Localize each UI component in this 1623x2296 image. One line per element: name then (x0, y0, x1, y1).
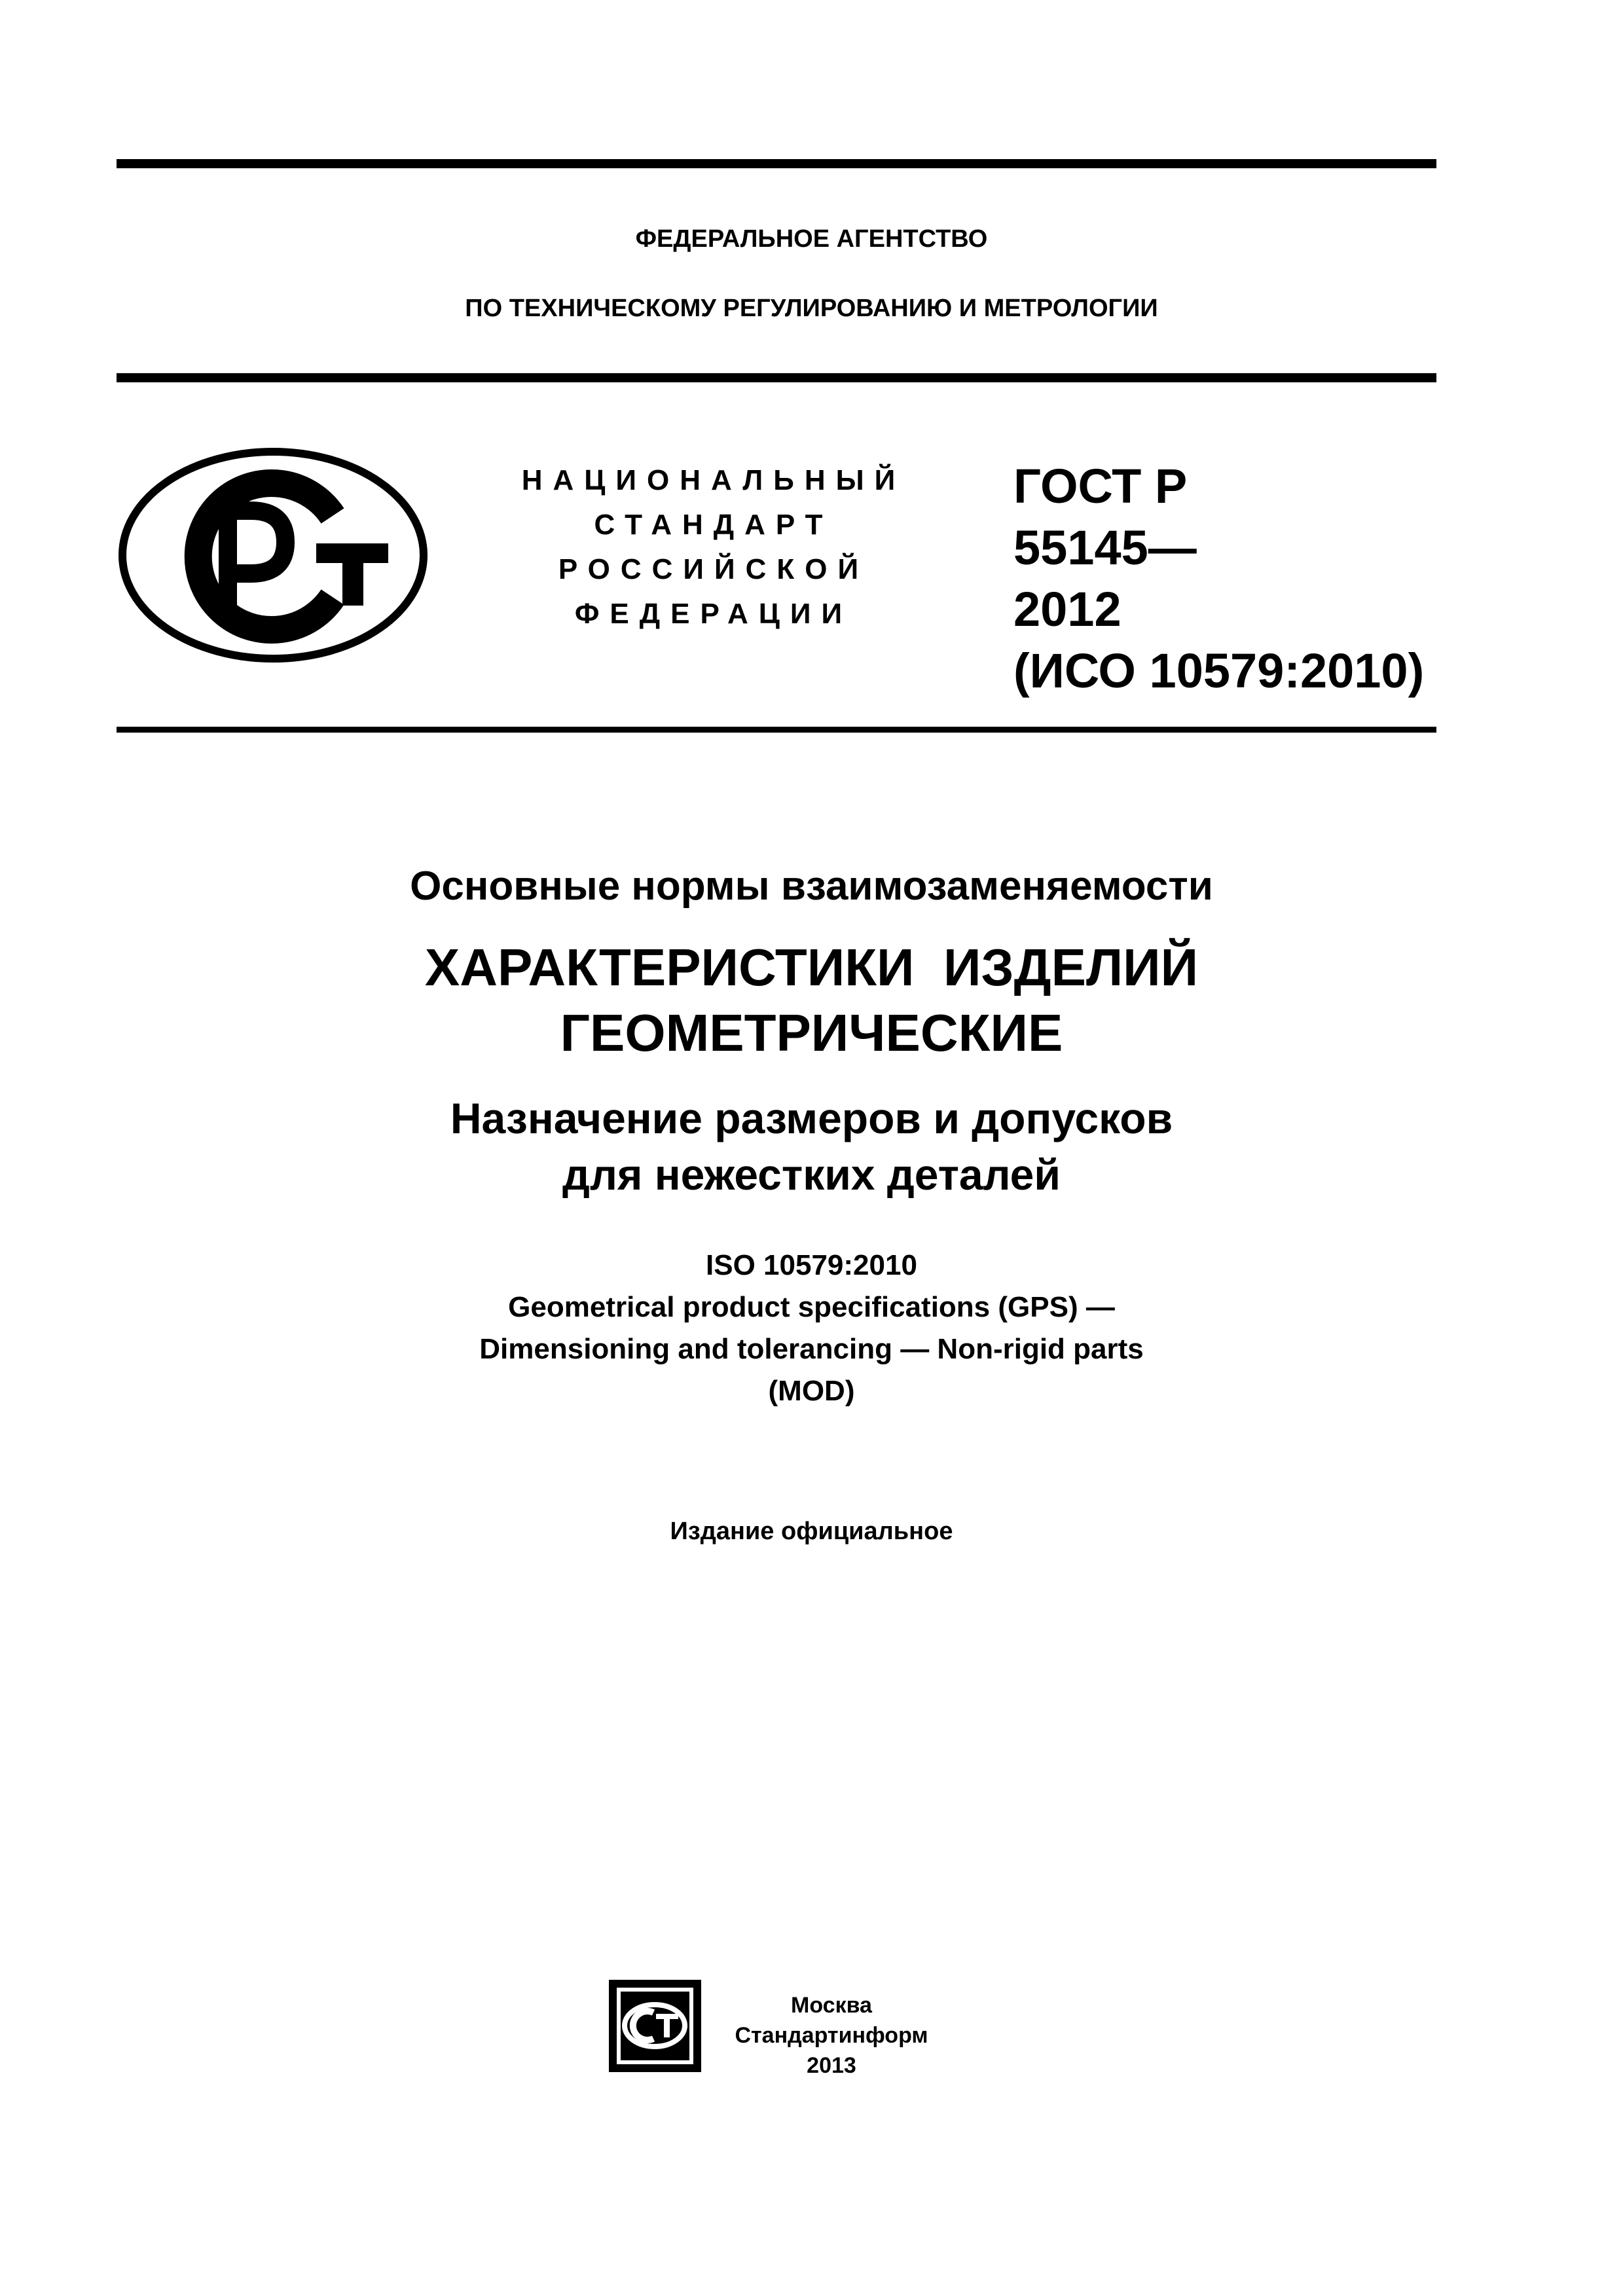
title-rule (117, 727, 1436, 733)
iso-line-4: (MOD) (768, 1375, 855, 1407)
iso-line-1: ISO 10579:2010 (706, 1249, 917, 1281)
subtitle-line-1: Назначение размеров и допусков (450, 1094, 1173, 1142)
standard-code (1013, 456, 1424, 702)
publisher-city: Москва (791, 1993, 872, 2018)
agency-line-2: ПО ТЕХНИЧЕСКОМУ РЕГУЛИРОВАНИЮ И МЕТРОЛОГИИ (465, 295, 1158, 322)
code-line-1: ГОСТ Р (1013, 459, 1188, 513)
code-line-3: 2012 (1013, 582, 1122, 636)
subtitle-line-2: для нежестких деталей (562, 1150, 1061, 1199)
national-line-2: СТАНДАРТ (594, 509, 833, 541)
top-rule (117, 159, 1436, 168)
iso-line-2: Geometrical product specifications (GPS) — (508, 1291, 1115, 1323)
publisher-year: 2013 (807, 2053, 856, 2078)
code-line-4: (ИСО 10579:2010) (1013, 644, 1425, 698)
agency-line-1: ФЕДЕРАЛЬНОЕ АГЕНТСТВО (635, 225, 988, 253)
standartinform-logo-icon (608, 1978, 702, 2073)
main-title-line-1: ХАРАКТЕРИСТИКИ ИЗДЕЛИЙ (424, 938, 1199, 996)
code-line-2: 55145— (1013, 520, 1197, 575)
national-line-3: РОССИЙСКОЙ (558, 553, 869, 585)
national-standard-label (498, 458, 930, 636)
header-rule (117, 373, 1436, 382)
iso-line-3: Dimensioning and tolerancing — Non-rigid parts (479, 1333, 1144, 1365)
national-line-1: НАЦИОНАЛЬНЫЙ (521, 464, 906, 496)
rst-mark-icon (117, 445, 429, 665)
national-line-4: ФЕДЕРАЦИИ (574, 598, 853, 630)
publisher-info (714, 1990, 949, 2081)
publisher-name: Стандартинформ (735, 2023, 928, 2048)
series-title: Основные нормы взаимозаменяемости (410, 864, 1213, 909)
edition-label: Издание официальное (670, 1518, 953, 1545)
main-title-line-2: ГЕОМЕТРИЧЕСКИЕ (560, 1004, 1063, 1062)
